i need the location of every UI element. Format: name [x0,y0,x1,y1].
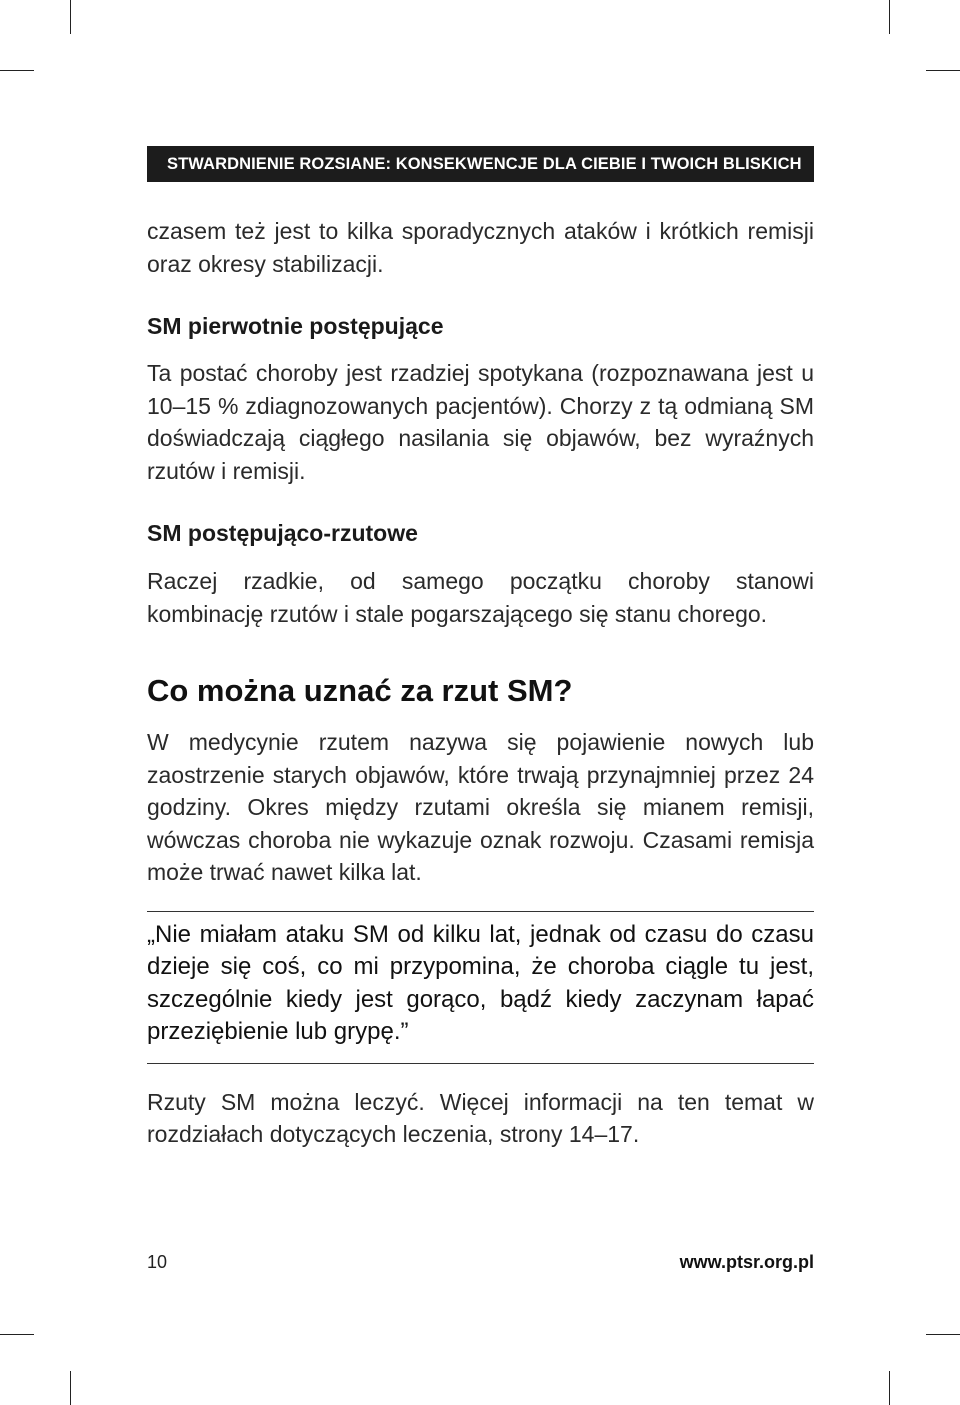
crop-mark-top-right [889,0,890,34]
crop-mark-bottom-left [70,1371,71,1405]
page-footer [147,1252,814,1276]
paragraph-treatment: Rzuty SM można leczyć. Więcej informacji na ten temat w rozdziałach dotyczących leczenia, strony 14–17. [147,1088,814,1147]
page-number: 10 [147,1252,168,1272]
quote-block [147,911,814,1064]
crop-mark-right-bottom [926,1334,960,1335]
heading-progressive-relapsing: SM postępująco-rzutowe [147,520,418,546]
page-content [147,146,814,1151]
intro-paragraph: czasem też jest to kilka sporadycznych ataków i krótkich remisji oraz okresy stabilizacji. [147,218,814,277]
paragraph-progressive-relapsing: Raczej rzadkie, od samego początku choroby stanowi kombinację rzutów i stale pogarszającego się stanu chorego. [147,568,814,627]
crop-mark-bottom-right [889,1371,890,1405]
website-url: www.ptsr.org.pl [679,1252,814,1272]
heading-primary-progressive: SM pierwotnie postępujące [147,313,444,339]
crop-mark-top-left [70,0,71,34]
running-header: STWARDNIENIE ROZSIANE: KONSEKWENCJE DLA CIEBIE I TWOICH BLISKICH [147,146,814,182]
crop-mark-left-top [0,70,34,71]
section-title-relapse: Co można uznać za rzut SM? [147,673,573,708]
paragraph-relapse: W medycynie rzutem nazywa się pojawienie nowych lub zaostrzenie starych objawów, które trwają przynajmniej przez 24 godziny. Okres między rzutami określa się mianem remisji, wówczas choroba nie wykazuje oznak rozwoju. Czasami remisja może trwać nawet kilka lat. [147,729,814,885]
crop-mark-left-bottom [0,1334,34,1335]
crop-mark-right-top [926,70,960,71]
paragraph-primary-progressive: Ta postać choroby jest rzadziej spotykana (rozpoznawana jest u 10–15 % zdiagnozowanych pacjentów). Chorzy z tą odmianą SM doświadczają ciągłego nasilania się objawów, bez wyraźnych rzutów i remisji. [147,360,814,484]
quote-text: „Nie miałam ataku SM od kilku lat, jednak od czasu do czasu dzieje się coś, co mi przypomina, że choroba ciągle tu jest, szczególnie kiedy jest gorąco, bądź kiedy zaczynam łapać przeziębienie lub grypę.” [147,920,814,1045]
